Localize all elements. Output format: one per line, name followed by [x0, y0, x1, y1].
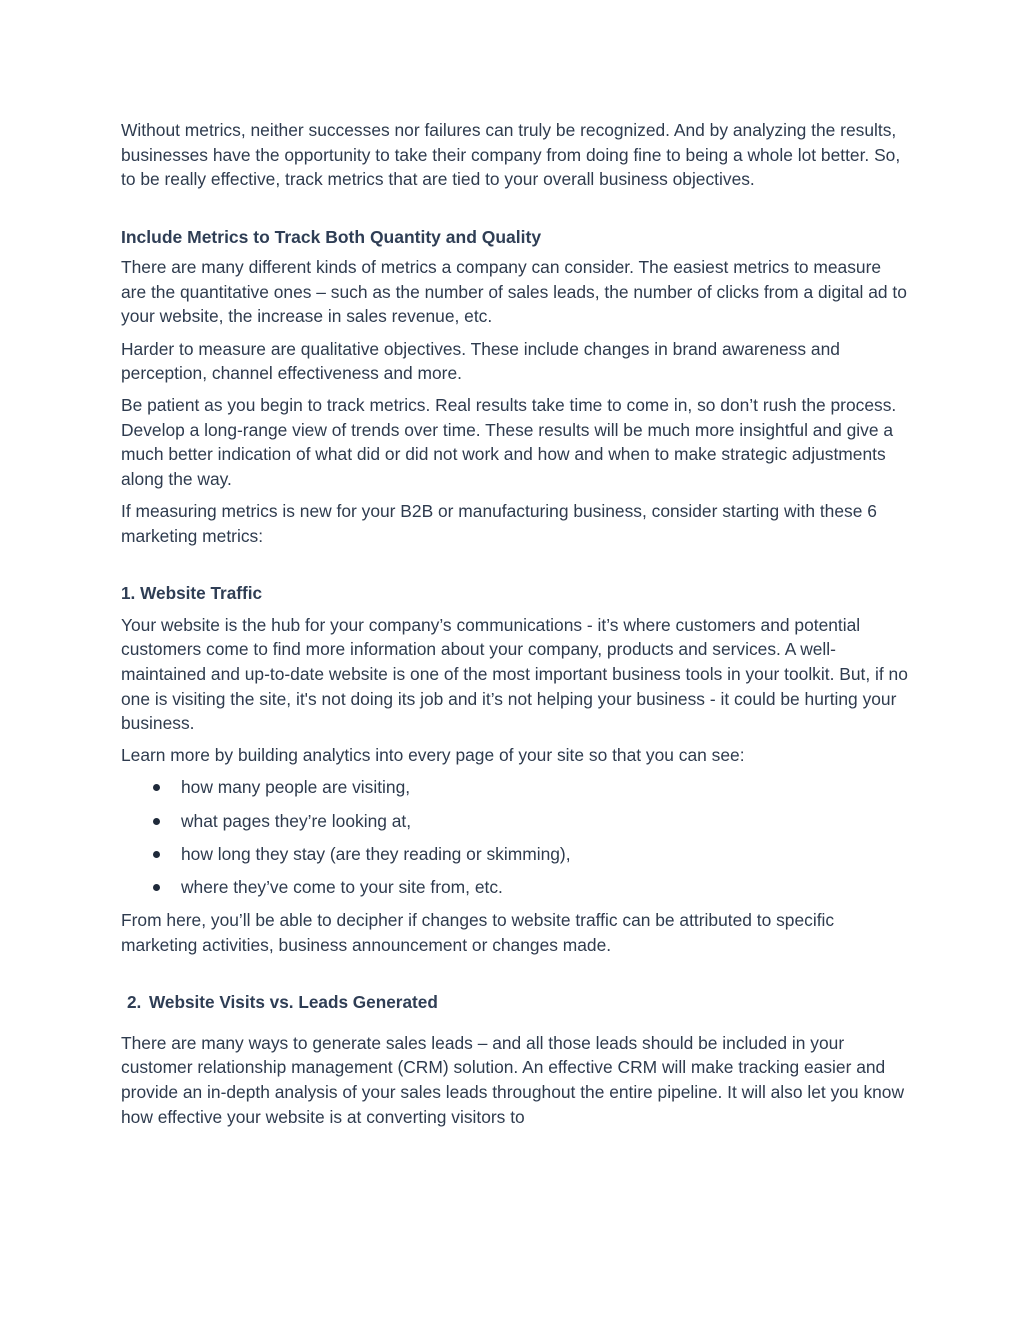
list-item-text: how long they stay (are they reading or skimming),: [181, 843, 571, 864]
paragraph-be-patient: Be patient as you begin to track metrics. Real results take time to come in, so don’t rush the process. Develop a long-range view of trends over time. These results will be much more insightful and give a much better indication of what did or did not work and how and when to make strategic adjustments along the way.: [121, 395, 897, 490]
intro-paragraph: Without metrics, neither successes nor failures can truly be recognized. And by analyzing the results, businesses have the opportunity to take their company from doing fine to being a whole lot better. So, to be really effective, track metrics that are tied to your overall business objectives.: [121, 120, 901, 190]
list-item-text: how many people are visiting,: [181, 777, 411, 798]
paragraph-sales-leads: There are many ways to generate sales leads – and all those leads should be included in your customer relationship management (CRM) solution. An effective CRM will make tracking easier and provide an in-depth analysis of your sales leads throughout the entire pipeline. It will also let you know how effective your website is at converting visitors to: [121, 1032, 905, 1127]
list-item: [121, 842, 911, 867]
section-number: 2.: [127, 991, 142, 1012]
paragraph-decipher: From here, you’ll be able to decipher if changes to website traffic can be attributed to specific marketing activities, business announcement or changes made.: [121, 910, 835, 955]
bullet-icon: [153, 884, 160, 891]
list-item: [121, 875, 911, 900]
paragraph-qualitative: Harder to measure are qualitative objectives. These include changes in brand awareness and perception, channel effectiveness and more.: [121, 338, 840, 384]
spacer: [121, 556, 911, 581]
paragraph-website-hub: Your website is the hub for your company’s communications - it’s where customers and potential customers come to find more information about your company, products and services. A well-maintained and up-to-date website is one of the most important business tools in your toolkit. But, if no one is visiting the site, it's not doing its job and it’s not helping your business - it could be hurting your business.: [121, 614, 908, 734]
list-item-text: where they’ve come to your site from, etc.: [181, 876, 503, 897]
analytics-bullet-list: [121, 775, 911, 899]
bullet-icon: [153, 818, 160, 825]
bullet-icon: [153, 851, 160, 858]
section-heading-website-traffic: 1. Website Traffic: [121, 582, 263, 603]
paragraph-metric-kinds: There are many different kinds of metrics a company can consider. The easiest metrics to measure are the quantitative ones – such as the number of sales leads, the number of clicks from a digital ad to your website, the increase in sales revenue, etc.: [121, 257, 907, 327]
bullet-icon: [153, 784, 160, 791]
paragraph-starting-metrics: If measuring metrics is new for your B2B or manufacturing business, consider starting with these 6 marketing metrics:: [121, 501, 877, 546]
list-item-text: what pages they’re looking at,: [181, 810, 412, 831]
spacer: [121, 199, 911, 225]
list-item: [121, 809, 911, 834]
section-heading-text: Website Visits vs. Leads Generated: [149, 991, 438, 1012]
document-page: [121, 118, 911, 1137]
section-heading-visits-leads: [121, 990, 911, 1014]
spacer: [121, 965, 911, 990]
section-heading-quantity-quality: Include Metrics to Track Both Quantity and Quality: [121, 227, 542, 248]
paragraph-learn-more: Learn more by building analytics into every page of your site so that you can see:: [121, 745, 745, 766]
list-item: [121, 775, 911, 800]
